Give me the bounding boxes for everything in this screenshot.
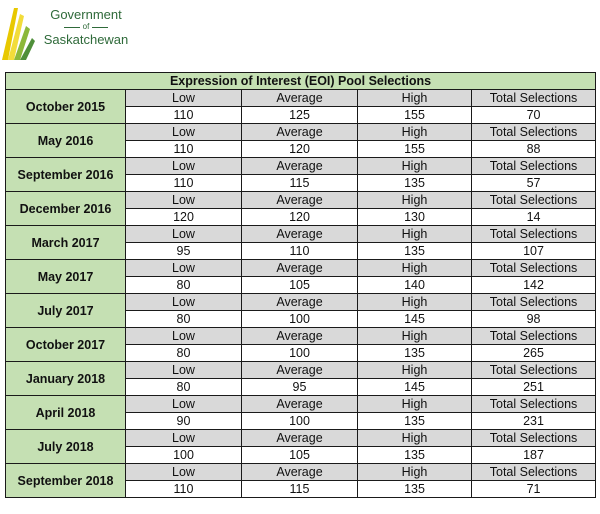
value-low: 120 bbox=[126, 209, 242, 226]
column-label-high: High bbox=[358, 430, 472, 447]
value-average: 100 bbox=[242, 311, 358, 328]
column-label-total: Total Selections bbox=[472, 430, 596, 447]
column-label-average: Average bbox=[242, 90, 358, 107]
value-total: 70 bbox=[472, 107, 596, 124]
eoi-selections-table bbox=[5, 72, 596, 498]
column-label-low: Low bbox=[126, 294, 242, 311]
table-row-labels bbox=[6, 396, 596, 413]
value-total: 251 bbox=[472, 379, 596, 396]
value-low: 110 bbox=[126, 141, 242, 158]
value-total: 57 bbox=[472, 175, 596, 192]
value-high: 135 bbox=[358, 447, 472, 464]
value-high: 145 bbox=[358, 379, 472, 396]
column-label-average: Average bbox=[242, 192, 358, 209]
value-low: 80 bbox=[126, 345, 242, 362]
value-average: 120 bbox=[242, 209, 358, 226]
column-label-high: High bbox=[358, 464, 472, 481]
value-low: 90 bbox=[126, 413, 242, 430]
wheat-sheaf-icon bbox=[0, 4, 40, 62]
column-label-total: Total Selections bbox=[472, 226, 596, 243]
value-high: 135 bbox=[358, 243, 472, 260]
column-label-total: Total Selections bbox=[472, 158, 596, 175]
table-row-labels bbox=[6, 328, 596, 345]
column-label-high: High bbox=[358, 124, 472, 141]
value-total: 71 bbox=[472, 481, 596, 498]
column-label-low: Low bbox=[126, 226, 242, 243]
column-label-high: High bbox=[358, 396, 472, 413]
value-high: 135 bbox=[358, 345, 472, 362]
selection-date: January 2018 bbox=[6, 362, 126, 396]
column-label-average: Average bbox=[242, 226, 358, 243]
value-low: 110 bbox=[126, 175, 242, 192]
table-row-labels bbox=[6, 362, 596, 379]
column-label-average: Average bbox=[242, 294, 358, 311]
column-label-high: High bbox=[358, 362, 472, 379]
column-label-low: Low bbox=[126, 328, 242, 345]
selection-date: April 2018 bbox=[6, 396, 126, 430]
value-average: 105 bbox=[242, 277, 358, 294]
table-row-labels bbox=[6, 226, 596, 243]
column-label-average: Average bbox=[242, 362, 358, 379]
value-high: 135 bbox=[358, 175, 472, 192]
government-of-saskatchewan-logo bbox=[0, 0, 140, 62]
value-total: 88 bbox=[472, 141, 596, 158]
value-low: 80 bbox=[126, 277, 242, 294]
value-average: 125 bbox=[242, 107, 358, 124]
table-row-labels bbox=[6, 464, 596, 481]
column-label-total: Total Selections bbox=[472, 90, 596, 107]
logo-rule-right bbox=[92, 27, 108, 28]
value-total: 187 bbox=[472, 447, 596, 464]
value-low: 95 bbox=[126, 243, 242, 260]
table-row-labels bbox=[6, 294, 596, 311]
value-total: 142 bbox=[472, 277, 596, 294]
value-high: 130 bbox=[358, 209, 472, 226]
value-high: 155 bbox=[358, 107, 472, 124]
column-label-high: High bbox=[358, 260, 472, 277]
value-high: 155 bbox=[358, 141, 472, 158]
column-label-low: Low bbox=[126, 124, 242, 141]
column-label-average: Average bbox=[242, 124, 358, 141]
column-label-high: High bbox=[358, 328, 472, 345]
logo-line-government: Government bbox=[50, 7, 122, 22]
column-label-average: Average bbox=[242, 328, 358, 345]
column-label-total: Total Selections bbox=[472, 124, 596, 141]
value-total: 14 bbox=[472, 209, 596, 226]
column-label-average: Average bbox=[242, 396, 358, 413]
value-low: 110 bbox=[126, 481, 242, 498]
column-label-high: High bbox=[358, 90, 472, 107]
table-row-labels bbox=[6, 192, 596, 209]
column-label-total: Total Selections bbox=[472, 192, 596, 209]
value-high: 140 bbox=[358, 277, 472, 294]
column-label-high: High bbox=[358, 192, 472, 209]
column-label-low: Low bbox=[126, 192, 242, 209]
value-total: 231 bbox=[472, 413, 596, 430]
table-row-labels bbox=[6, 90, 596, 107]
value-low: 80 bbox=[126, 379, 242, 396]
column-label-average: Average bbox=[242, 260, 358, 277]
value-total: 98 bbox=[472, 311, 596, 328]
value-average: 115 bbox=[242, 481, 358, 498]
selection-date: July 2018 bbox=[6, 430, 126, 464]
column-label-average: Average bbox=[242, 464, 358, 481]
column-label-low: Low bbox=[126, 396, 242, 413]
table-row-labels bbox=[6, 124, 596, 141]
value-average: 95 bbox=[242, 379, 358, 396]
value-total: 107 bbox=[472, 243, 596, 260]
column-label-high: High bbox=[358, 226, 472, 243]
column-label-low: Low bbox=[126, 90, 242, 107]
column-label-low: Low bbox=[126, 260, 242, 277]
column-label-average: Average bbox=[242, 158, 358, 175]
value-total: 265 bbox=[472, 345, 596, 362]
selection-date: May 2016 bbox=[6, 124, 126, 158]
column-label-average: Average bbox=[242, 430, 358, 447]
column-label-low: Low bbox=[126, 464, 242, 481]
selection-date: September 2018 bbox=[6, 464, 126, 498]
column-label-total: Total Selections bbox=[472, 464, 596, 481]
column-label-high: High bbox=[358, 294, 472, 311]
selection-date: March 2017 bbox=[6, 226, 126, 260]
table-row-labels bbox=[6, 260, 596, 277]
value-high: 135 bbox=[358, 481, 472, 498]
selection-date: October 2015 bbox=[6, 90, 126, 124]
value-low: 80 bbox=[126, 311, 242, 328]
column-label-high: High bbox=[358, 158, 472, 175]
value-low: 100 bbox=[126, 447, 242, 464]
value-average: 110 bbox=[242, 243, 358, 260]
value-average: 100 bbox=[242, 413, 358, 430]
column-label-low: Low bbox=[126, 430, 242, 447]
column-label-total: Total Selections bbox=[472, 328, 596, 345]
selection-date: May 2017 bbox=[6, 260, 126, 294]
value-average: 100 bbox=[242, 345, 358, 362]
selection-date: October 2017 bbox=[6, 328, 126, 362]
column-label-total: Total Selections bbox=[472, 294, 596, 311]
value-average: 120 bbox=[242, 141, 358, 158]
logo-line-saskatchewan: Saskatchewan bbox=[43, 32, 129, 47]
logo-rule-left bbox=[64, 27, 80, 28]
value-low: 110 bbox=[126, 107, 242, 124]
table-row-labels bbox=[6, 430, 596, 447]
column-label-total: Total Selections bbox=[472, 396, 596, 413]
value-average: 115 bbox=[242, 175, 358, 192]
logo-of-row bbox=[36, 23, 136, 31]
logo-line-of: of bbox=[82, 22, 90, 31]
selection-date: September 2016 bbox=[6, 158, 126, 192]
column-label-total: Total Selections bbox=[472, 260, 596, 277]
logo-wordmark bbox=[36, 8, 136, 46]
value-average: 105 bbox=[242, 447, 358, 464]
selection-date: July 2017 bbox=[6, 294, 126, 328]
column-label-low: Low bbox=[126, 158, 242, 175]
selection-date: December 2016 bbox=[6, 192, 126, 226]
value-high: 135 bbox=[358, 413, 472, 430]
table-row-labels bbox=[6, 158, 596, 175]
table-title-row bbox=[6, 73, 596, 90]
value-high: 145 bbox=[358, 311, 472, 328]
column-label-low: Low bbox=[126, 362, 242, 379]
table-title: Expression of Interest (EOI) Pool Selections bbox=[6, 73, 596, 90]
table-body bbox=[6, 90, 596, 498]
column-label-total: Total Selections bbox=[472, 362, 596, 379]
